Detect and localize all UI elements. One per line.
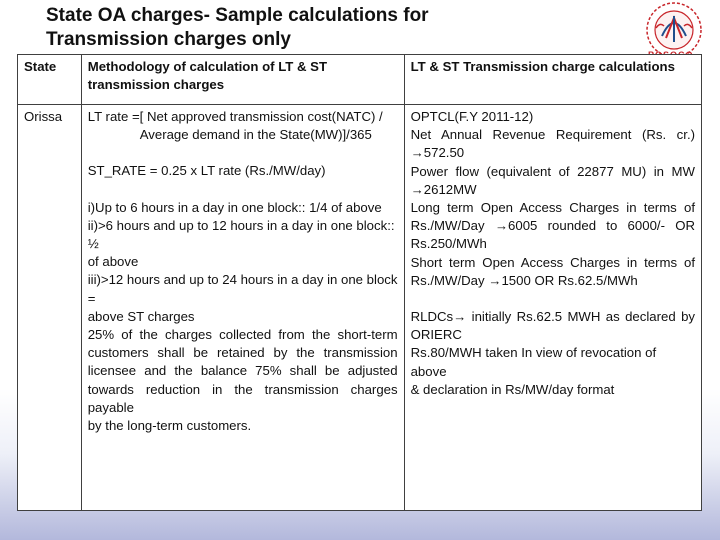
- rule-iii-cont: above ST charges: [87, 308, 195, 324]
- note-line-5: by the long-term customers.: [87, 418, 252, 434]
- note-line-4: towards reduction in the transmission charges payable: [87, 381, 398, 415]
- rldc-line-1: RLDCs→ initially Rs.62.5 MWH as declared by: [410, 309, 695, 325]
- lt-charges-label: Long term Open Access Charges in terms of: [410, 200, 695, 216]
- st-rate-formula: ST_RATE = 0.25 x LT rate (Rs./MW/day): [87, 163, 326, 179]
- rule-i: i)Up to 6 hours in a day in one block:: 1/4 of above: [87, 199, 382, 215]
- rule-ii: ii)>6 hours and up to 12 hours in a day in one block:: ½: [87, 217, 395, 252]
- note-line-3: licensee and the balance 75% shall be adjusted: [87, 363, 398, 379]
- rule-iii: iii)>12 hours and up to 24 hours in a day in one block =: [87, 272, 398, 306]
- methodology-cell: [81, 105, 404, 511]
- slide-title-line-1: State OA charges- Sample calculations for: [46, 5, 429, 26]
- lt-charges-value: Rs./MW/Day →6005 rounded to 6000/- OR: [410, 218, 695, 234]
- arr-value: →572.50: [410, 145, 465, 161]
- power-flow-value: →2612MW: [410, 181, 477, 197]
- optcl-label: OPTCL(F.Y 2011-12): [410, 109, 534, 124]
- table-header-row: [18, 55, 702, 105]
- oa-charges-table: [17, 54, 702, 511]
- lt-rate-formula-cont: Average demand in the State(MW)]/365: [139, 127, 372, 143]
- slide-title: [46, 4, 606, 52]
- lt-charges-alt: Rs.250/MWh: [410, 236, 487, 252]
- rldc-line-4: & declaration in Rs/MW/day format: [410, 381, 615, 397]
- slide-title-line-2: Transmission charges only: [46, 29, 291, 50]
- lt-rate-formula: LT rate =[ Net approved transmission cost(NATC) /: [87, 109, 383, 124]
- note-line-1: 25% of the charges collected from the short-term: [87, 327, 398, 343]
- rldc-line-2: ORIERC: [410, 327, 462, 343]
- header-calculations: LT & ST Transmission charge calculations: [404, 55, 701, 105]
- power-flow-label: Power flow (equivalent of 22877 MU) in MW: [410, 163, 695, 179]
- table-row: [18, 105, 702, 511]
- rule-ii-cont: of above: [87, 254, 139, 270]
- header-methodology: Methodology of calculation of LT & ST transmission charges: [81, 55, 404, 105]
- rldc-line-3: Rs.80/MWH taken In view of revocation of above: [410, 345, 657, 379]
- note-line-2: customers shall be retained by the transmission: [87, 345, 398, 361]
- header-state: State: [18, 55, 82, 105]
- state-cell: Orissa: [18, 105, 82, 511]
- st-charges-value: Rs./MW/Day →1500 OR Rs.62.5/MWh: [410, 272, 638, 288]
- arr-label: Net Annual Revenue Requirement (Rs. cr.): [410, 127, 695, 143]
- st-charges-label: Short term Open Access Charges in terms of: [410, 254, 695, 270]
- calculations-cell: [404, 105, 701, 511]
